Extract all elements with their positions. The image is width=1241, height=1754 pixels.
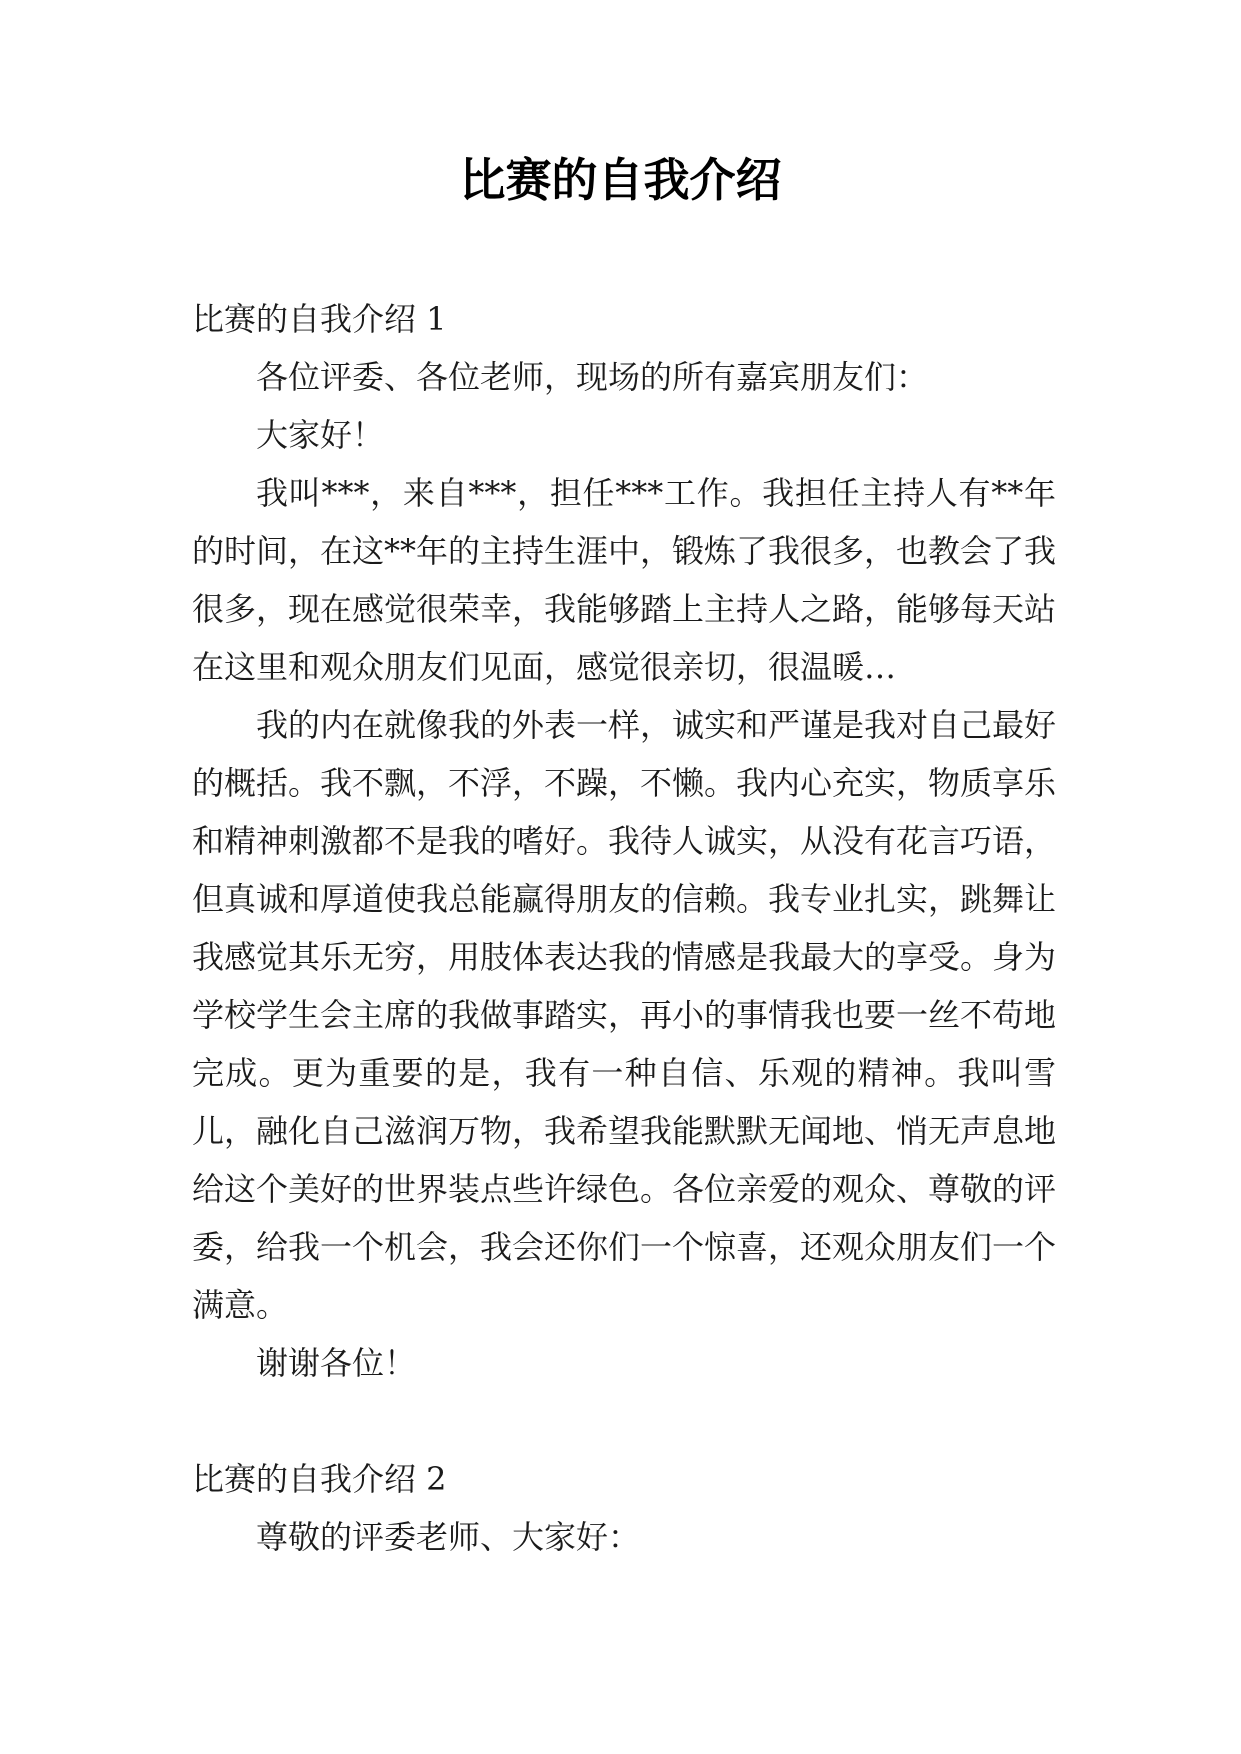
paragraph-thanks: 谢谢各位！: [256, 1344, 417, 1382]
section-1: [192, 290, 1056, 1392]
section-heading: 比赛的自我介绍 2: [192, 1460, 447, 1498]
paragraph-intro: 我叫***，来自***，担任***工作。我担任主持人有**年的时间，在这**年的主持生涯中，锻炼了我很多，也教会了我很多，现在感觉很荣幸，我能够踏上主持人之路，能够每天站在这里和观众朋友们见面，感觉很亲切，很温暖…: [192, 474, 1057, 686]
document-body: [192, 290, 1056, 1566]
document-title: 比赛的自我介绍: [459, 153, 782, 207]
paragraph-character: 我的内在就像我的外表一样，诚实和严谨是我对自己最好的概括。我不飘，不浮，不躁，不懒。我内心充实，物质享乐和精神刺激都不是我的嗜好。我待人诚实，从没有花言巧语，但真诚和厚道使我总能赢得朋友的信赖。我专业扎实，跳舞让我感觉其乐无穷，用肢体表达我的情感是我最大的享受。身为学校学生会主席的我做事踏实，再小的事情我也要一丝不苟地完成。更为重要的是，我有一种自信、乐观的精神。我叫雪儿，融化自己滋润万物，我希望我能默默无闻地、悄无声息地给这个美好的世界装点些许绿色。各位亲爱的观众、尊敬的评委，给我一个机会，我会还你们一个惊喜，还观众朋友们一个满意。: [192, 706, 1057, 1324]
paragraph-greeting: 尊敬的评委老师、大家好：: [256, 1518, 641, 1556]
paragraph-greeting: 各位评委、各位老师，现场的所有嘉宾朋友们：: [256, 358, 929, 396]
paragraph-hello: 大家好！: [256, 416, 385, 454]
section-spacer: [192, 1392, 1056, 1450]
section-heading: 比赛的自我介绍 1: [192, 300, 447, 338]
section-2: [192, 1450, 1056, 1566]
